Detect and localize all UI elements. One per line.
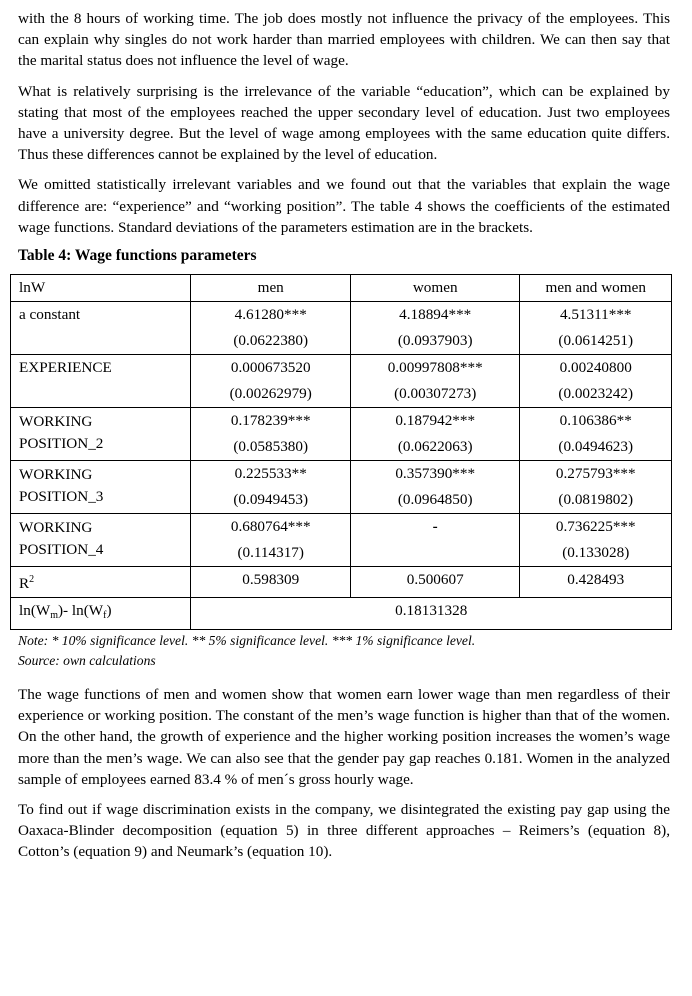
r-squared-label: R [19,575,30,593]
table-row [11,302,672,355]
coef-men: 0.680764*** [230,518,311,536]
se-all: (0.0494623) [558,438,634,456]
se-men: (0.0949453) [233,491,309,509]
coef-women: - [432,518,438,536]
coef-men: 0.000673520 [230,359,311,377]
coef-men: 4.61280*** [234,306,307,324]
table-source: Source: own calculations [18,653,156,669]
se-women: (0.0937903) [397,332,473,350]
pay-gap-label: $\ln(W_m)-$ $\ln(W_f)$ [11,598,191,630]
row-label: WORKING [19,466,93,484]
se-women: (0.00307273) [394,385,477,403]
se-men: (0.00262979) [229,385,312,403]
se-men: (0.0622380) [233,332,309,350]
pay-gap-value: 0.18131328 [191,598,672,630]
table-row [11,514,672,567]
table-note: Note: * 10% significance level. ** 5% significance level. *** 1% significance level. [18,633,476,649]
row-label-2: POSITION_3 [19,488,104,506]
coef-all: 0.275793*** [555,465,636,483]
r-squared-men: 0.598309 [191,567,350,598]
table-caption: Table 4: Wage functions parameters [18,247,257,265]
coef-all: 4.51311*** [559,306,632,324]
paragraph-education: What is relatively surprising is the irrelevance of the variable “education”, which can be explained by stating that most of the employees reached the upper secondary level of education. Just two employees have a university degree. But the level of wage among employees with the same education quite differs. Thus these differences cannot be explained by the level of education. [18,82,670,164]
paragraph-marital-status: with the 8 hours of working time. The job does mostly not influence the privacy of the employees. This can explain why singles do not work harder than married employees with children. We can then say that the marital status does not influence the level of wage. [18,10,670,70]
row-label-2: POSITION_4 [19,541,104,559]
se-all: (0.0819802) [558,491,634,509]
se-all: (0.0023242) [558,385,634,403]
table-row [11,355,672,408]
document-page [18,8,670,872]
pay-gap-row [11,598,672,630]
se-women: (0.0964850) [397,491,473,509]
se-all: (0.0614251) [558,332,634,350]
row-label: WORKING [19,519,93,537]
coef-women: 0.187942*** [395,412,476,430]
paragraph-decomposition: To find out if wage discrimination exists in the company, we disintegrated the existing pay gap using the Oaxaca-Blinder decomposition (equation 5) in three different approaches – Reimers’s (equation 8), Cotton’s (equation 9) and Neumark’s (equation 10). [18,801,670,861]
coef-men: 0.225533** [234,465,307,483]
se-men: (0.0585380) [233,438,309,456]
se-men: (0.114317) [237,544,304,562]
r-squared-row [11,567,672,598]
table-row [11,461,672,514]
row-label: EXPERIENCE [19,359,112,377]
paragraph-variables: We omitted statistically irrelevant variables and we found out that the variables that explain the wage difference are: “experience” and “working position”. The table 4 shows the coefficients of the estimated wage functions. Standard deviations of the parameters estimation are in the brackets. [18,176,670,236]
se-women: (0.0622063) [397,438,473,456]
header-women: women [350,275,520,302]
coef-men: 0.178239*** [230,412,311,430]
row-label: WORKING [19,413,93,431]
row-label-2: POSITION_2 [19,435,104,453]
r-squared-exponent: 2 [29,574,35,586]
coef-all: 0.736225*** [555,518,636,536]
coef-women: 0.357390*** [395,465,476,483]
coef-all: 0.106386** [559,412,632,430]
wage-functions-table [10,274,672,630]
header-men-and-women: men and women [520,275,672,302]
coef-women: 4.18894*** [399,306,472,324]
paragraph-wage-functions: The wage functions of men and women show that women earn lower wage than men regardless of their experience or working position. The constant of the men’s wage function is higher than that of the women. On the other hand, the growth of experience and the higher working position increases the women’s wage more than the men’s wage. We can also see that the gender pay gap reaches 0.181. Women in the analyzed sample of employees earned 83.4 % of men´s gross hourly wage. [18,686,670,788]
table-row [11,408,672,461]
coef-women: 0.00997808*** [387,359,483,377]
header-lnw: lnW [11,275,191,302]
se-all: (0.133028) [562,544,630,562]
coef-all: 0.00240800 [559,359,632,377]
header-men: men [191,275,350,302]
table-header-row [11,275,672,302]
row-label: a constant [19,306,81,324]
r-squared-women: 0.500607 [350,567,520,598]
r-squared-all: 0.428493 [520,567,672,598]
